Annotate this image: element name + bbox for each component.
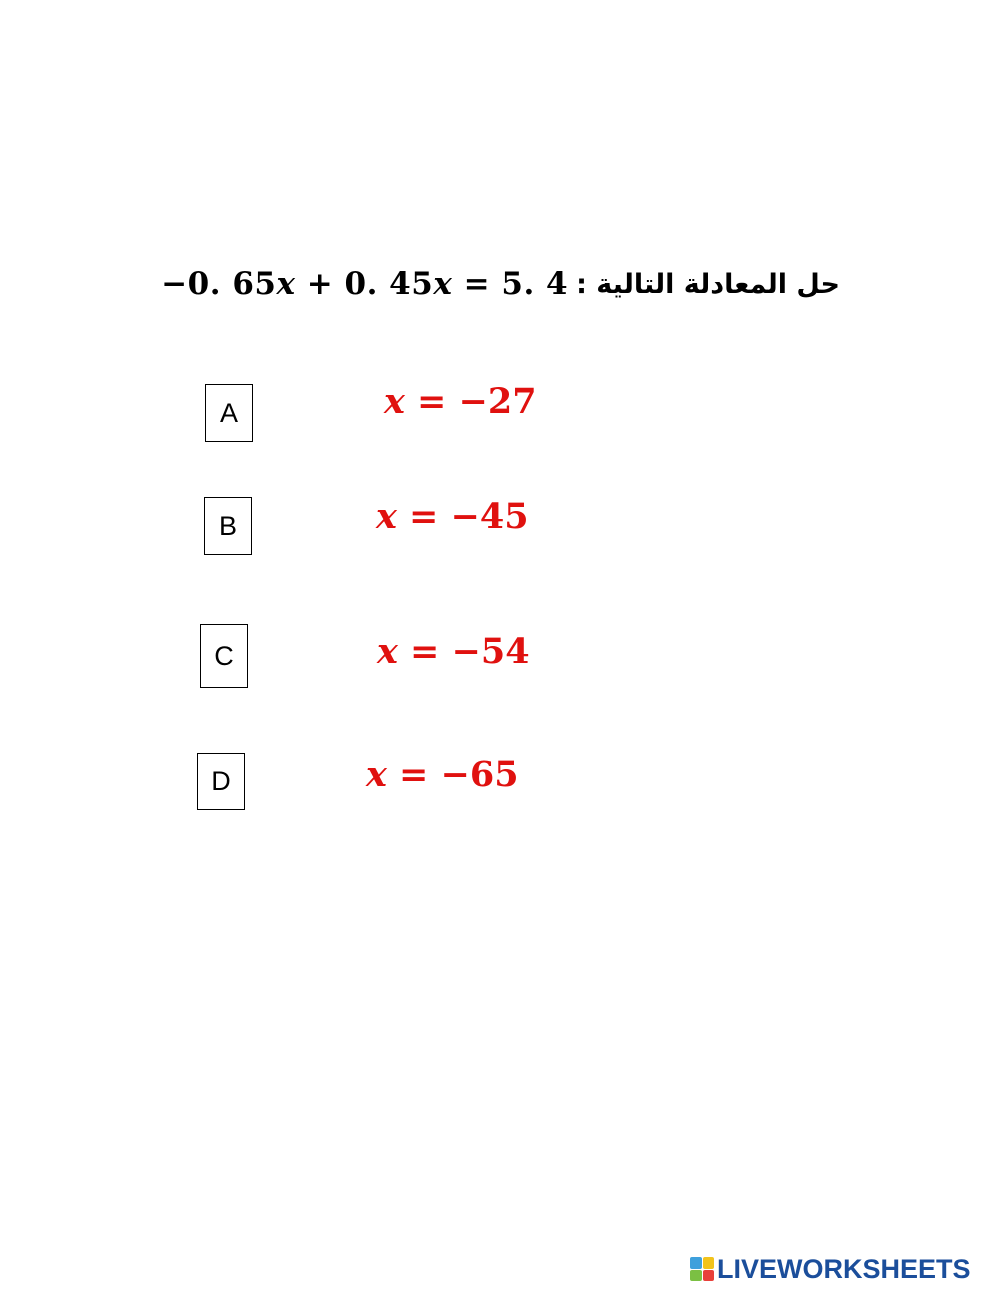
liveworksheets-brand	[690, 1254, 971, 1284]
brand-name: LIVEWORKSHEETS	[717, 1253, 971, 1284]
option-a-answer[interactable]: x = −27	[384, 381, 537, 422]
option-a-box[interactable]: A	[205, 384, 253, 442]
liveworksheets-logo-icon	[690, 1257, 714, 1281]
question-equation: −0. 65x + 0. 45x = 5. 4	[161, 266, 569, 302]
option-b-answer[interactable]: x = −45	[376, 496, 529, 537]
question-line	[150, 262, 840, 306]
option-c-answer[interactable]: x = −54	[377, 631, 530, 672]
question-prompt: حل المعادلة التالية :	[576, 268, 840, 300]
option-b-box[interactable]: B	[204, 497, 252, 555]
option-d-answer[interactable]: x = −65	[366, 754, 519, 795]
option-c-box[interactable]: C	[200, 624, 248, 688]
option-d-box[interactable]: D	[197, 753, 245, 810]
